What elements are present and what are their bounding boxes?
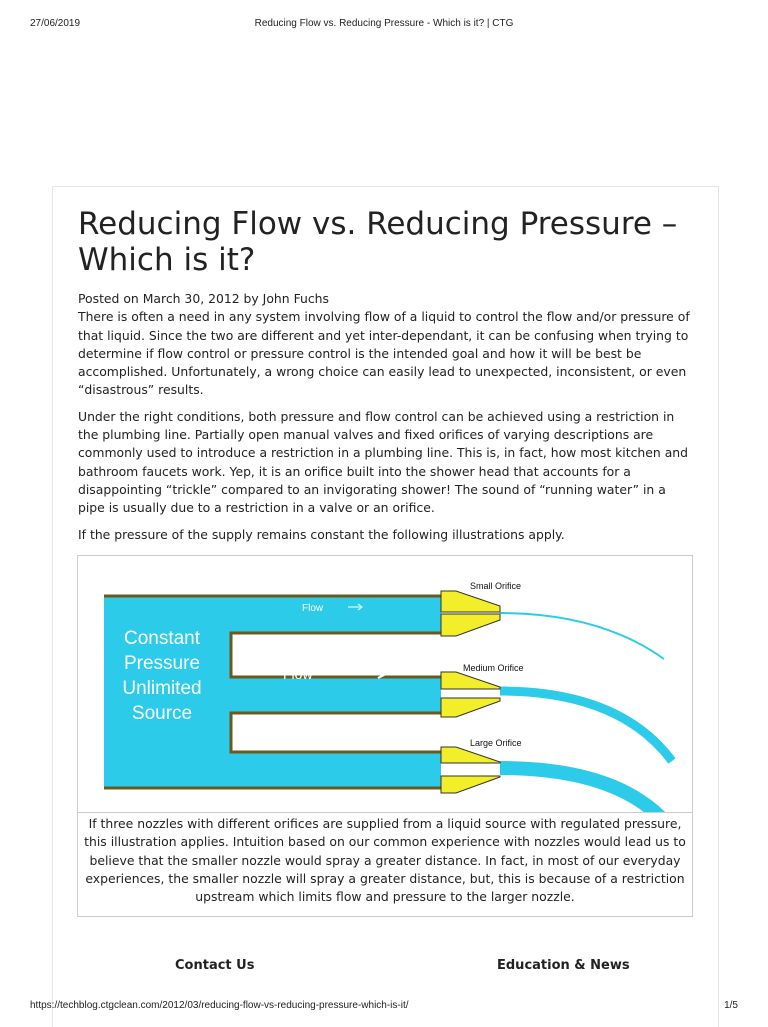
flow-diagram [78, 562, 692, 812]
education-news-link[interactable]: Education & News [497, 958, 630, 973]
print-title: Reducing Flow vs. Reducing Pressure - Which is it? | CTG [254, 18, 514, 29]
print-url: https://techblog.ctgclean.com/2012/03/reducing-flow-vs-reducing-pressure-which-is-it/ [30, 1000, 409, 1011]
print-date: 27/06/2019 [30, 18, 81, 29]
flow-label-medium: Flow [283, 666, 313, 682]
post-meta: Posted on March 30, 2012 by John Fuchs [78, 291, 329, 306]
figure-caption: If three nozzles with different orifices are supplied from a liquid source with regulated pressure, this illustration applies. Intuition based on our common experience with nozzles would lead us to believe that the smaller nozzle would spray a greater distance. In fact, in most of our everyday experiences, the smaller nozzle will spray a greater distance, but, this is because of a restriction upstream which limits flow and pressure to the larger nozzle. [78, 812, 692, 906]
contact-us-link[interactable]: Contact Us [175, 958, 255, 973]
small-orifice-label: Small Orifice [470, 581, 522, 591]
arrow-icon [335, 732, 410, 742]
paragraph: If the pressure of the supply remains constant the following illustrations apply. [78, 526, 565, 542]
medium-orifice-label: Medium Orifice [463, 663, 524, 673]
paragraph: Under the right conditions, both pressure and flow control can be achieved using a restriction in the plumbing line. Partially open manual valves and fixed orifices of varying descriptions are commonly used to introduce a restriction in a plumbing line. This is, in fact, how most kitchen and bathroom faucets work. Yep, it is an orifice built into the shower head that accounts for a disappointing “trickle” compared to an invigorating shower! The sound of “running water” in a pipe is usually due to a restriction in a valve or an orifice. [78, 408, 689, 516]
paragraph: There is often a need in any system involving flow of a liquid to control the flow and/or pressure of that liquid. Since the two are different and yet inter-dependant, it can be confusing when trying to determine if flow control or pressure control is the intended goal and how it will be best be accomplished. Unfortunately, a wrong choice can easily lead to unexpected, inconsistent, or even “disastrous” results. [78, 309, 690, 398]
nozzles [441, 591, 500, 793]
flow-label-small: Flow [302, 603, 324, 614]
source-label: Constant Pressure Unlimited Source [122, 628, 202, 724]
large-orifice-label: Large Orifice [470, 738, 522, 748]
page-number: 1/5 [724, 1000, 738, 1011]
page-title: Reducing Flow vs. Reducing Pressure – Which is it? [78, 206, 678, 278]
figure [77, 555, 693, 917]
article-body [78, 290, 693, 552]
flow-label-large: Flow [255, 727, 294, 747]
